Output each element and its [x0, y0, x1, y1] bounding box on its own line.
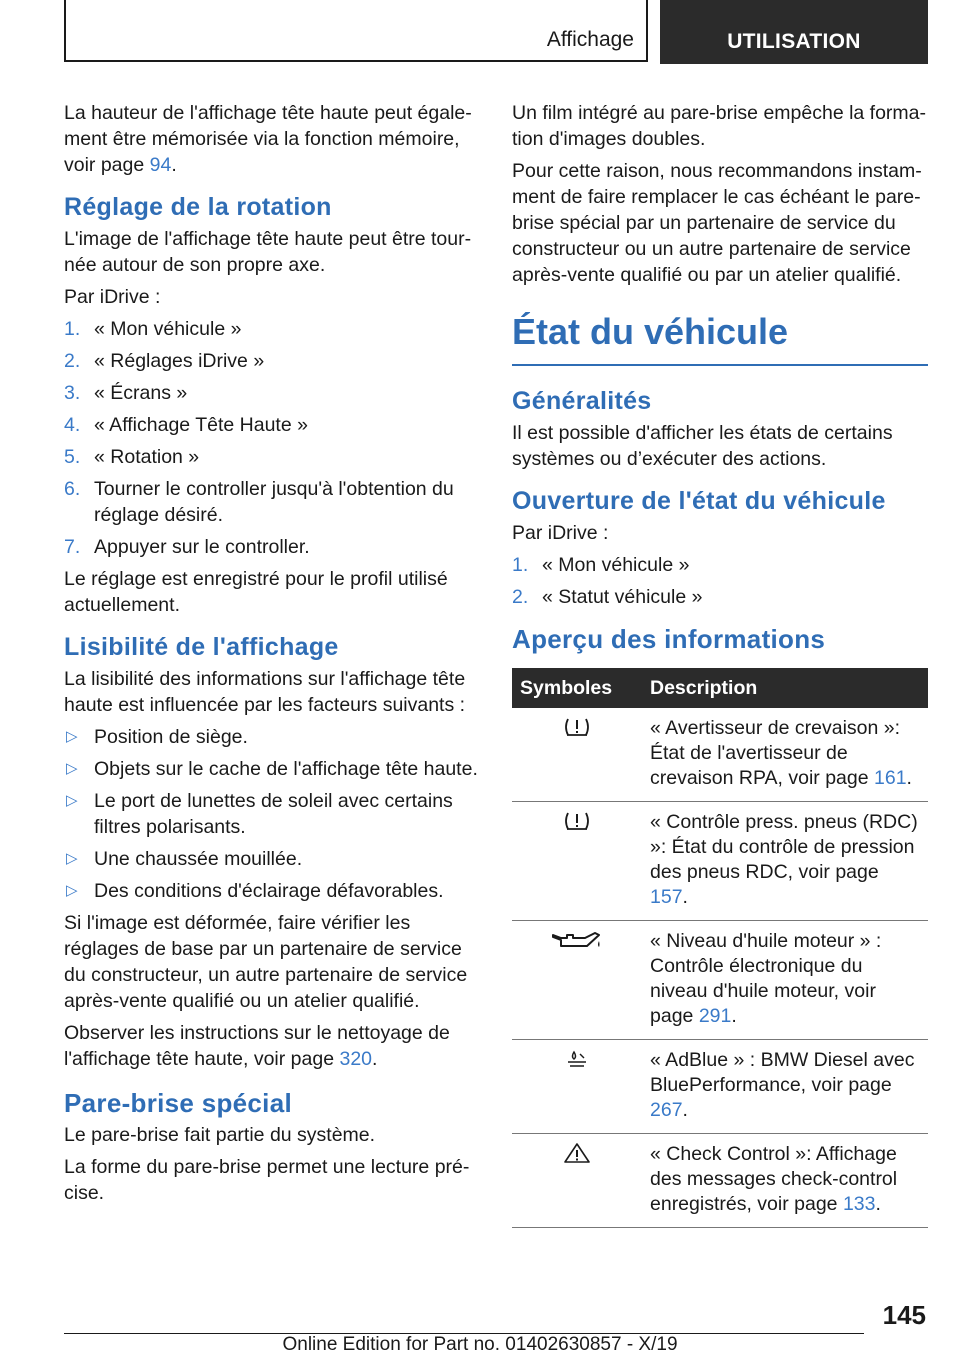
- bullet-item: [64, 788, 478, 840]
- step-text: « Mon véhicule »: [94, 318, 242, 340]
- deformed-text: Si l'image est déformée, faire vérifier les réglages de base par un partenaire de service du constructeur, un autre partenaire de service après-vente qualifié ou un atelier qualifié.: [64, 912, 468, 1012]
- page-link[interactable]: 133: [842, 1193, 876, 1215]
- page-link-94[interactable]: 94: [149, 154, 172, 176]
- replace-text: Pour cette raison, nous recommandons instamment de faire remplacer le cas échéant le pare-brise spécial par un partenaire de service du constructeur ou un autre partenaire de service après-vente qualifié ou par un atelier qualifié.: [512, 160, 922, 286]
- right-column: [512, 100, 928, 1228]
- bullet-item: [64, 878, 478, 904]
- tire-warning-icon: [562, 721, 592, 743]
- page-number: 145: [882, 1300, 926, 1330]
- description-cell: « Niveau d'huile moteur » : Contrôle électronique du niveau d'huile moteur, voir page 291.: [642, 921, 928, 1040]
- description-text: « AdBlue » : BMW Diesel avec BluePerformance, voir page: [650, 1049, 915, 1096]
- step-number: 2.: [512, 586, 529, 608]
- triangle-bullet-icon: ▷: [66, 760, 78, 777]
- rotation-steps: [64, 316, 478, 560]
- symbol-cell: [512, 921, 642, 1040]
- info-table: [512, 668, 928, 1228]
- step-number: 1.: [512, 554, 529, 576]
- table-row: [512, 921, 928, 1040]
- triangle-bullet-icon: ▷: [66, 792, 78, 809]
- generalities-heading: Généralités: [512, 387, 652, 415]
- overview-heading: Aperçu des informations: [512, 624, 826, 654]
- tire-warning-icon: [562, 815, 592, 837]
- cleaning-paragraph: Observer les instructions sur le nettoyage de l'affichage tête haute, voir page 320.: [64, 1022, 450, 1070]
- check-control-icon: [563, 1147, 591, 1169]
- page-link[interactable]: 291: [698, 1005, 732, 1027]
- header-frame: [64, 0, 648, 62]
- rotation-text: L'image de l'affichage tête haute peut être tournée autour de son propre axe.: [64, 228, 472, 276]
- saved-text: Le réglage est enregistré pour le profil utilisé actuellement.: [64, 568, 448, 616]
- step-number: 6.: [64, 478, 81, 500]
- section-title: Affichage: [546, 28, 634, 51]
- page-link[interactable]: 267: [650, 1099, 683, 1121]
- bullet-text: Le port de lunettes de soleil avec certains filtres polarisants.: [94, 790, 453, 838]
- step-number: 4.: [64, 414, 81, 436]
- bullet-item: [64, 846, 478, 872]
- step-text: « Statut véhicule »: [542, 586, 703, 608]
- symbol-cell: [512, 802, 642, 921]
- open-status-heading: Ouverture de l'état du véhicule: [512, 487, 886, 515]
- vehicle-status-heading: État du véhicule: [512, 310, 928, 366]
- step-item: [64, 316, 478, 342]
- readability-text: La lisibilité des informations sur l'affichage tête haute est influencée par les facteurs suivants :: [64, 668, 466, 716]
- col-symbols-header: Symboles: [512, 668, 642, 708]
- triangle-bullet-icon: ▷: [66, 882, 78, 899]
- step-item: [512, 584, 928, 610]
- description-text: « Avertisseur de crevaison »: État de l'avertisseur de crevaison RPA, voir page: [650, 717, 901, 789]
- bullet-text: Une chaussée mouillée.: [94, 848, 303, 870]
- table-row: [512, 1040, 928, 1134]
- description-cell: « Avertisseur de crevaison »: État de l'avertisseur de crevaison RPA, voir page 161.: [642, 708, 928, 802]
- description-text: « Check Control »: Affichage des messages check-control enregistrés, voir page: [650, 1143, 898, 1215]
- bullet-text: Des conditions d'éclairage défavorables.: [94, 880, 444, 902]
- windshield-heading: Pare-brise spécial: [64, 1088, 292, 1118]
- step-item: [64, 476, 478, 528]
- adblue-icon: [564, 1053, 590, 1075]
- step-item: [64, 380, 478, 406]
- left-column: [64, 100, 478, 1212]
- par-idrive-label-right: Par iDrive :: [512, 522, 609, 544]
- symbol-cell: [512, 1134, 642, 1228]
- description-text: « Niveau d'huile moteur » : Contrôle électronique du niveau d'huile moteur, voir page: [650, 930, 882, 1027]
- step-item: [64, 534, 478, 560]
- col-description-header: Description: [642, 668, 928, 708]
- oil-can-icon: [551, 934, 603, 956]
- generalities-text: Il est possible d'afficher les états de certains systèmes ou d’exécuter des actions.: [512, 422, 893, 470]
- symbol-cell: [512, 1040, 642, 1134]
- description-cell: « AdBlue » : BMW Diesel avec BluePerformance, voir page 267.: [642, 1040, 928, 1134]
- bullet-text: Objets sur le cache de l'affichage tête haute.: [94, 758, 478, 780]
- step-text: « Mon véhicule »: [542, 554, 690, 576]
- triangle-bullet-icon: ▷: [66, 850, 78, 867]
- triangle-bullet-icon: ▷: [66, 728, 78, 745]
- edition-note: Online Edition for Part no. 01402630857 - X/19: [282, 1334, 678, 1355]
- page-link[interactable]: 157: [650, 886, 683, 908]
- step-number: 2.: [64, 350, 81, 372]
- step-item: [64, 444, 478, 470]
- status-steps: [512, 552, 928, 610]
- step-number: 3.: [64, 382, 81, 404]
- memory-paragraph: La hauteur de l'affichage tête haute peut également être mémorisée via la fonction mémoire, voir page 94.: [64, 102, 472, 176]
- description-text: « Contrôle press. pneus (RDC) »: État du contrôle de pression des pneus RDC, voir page: [650, 811, 918, 883]
- table-row: [512, 802, 928, 921]
- step-item: [512, 552, 928, 578]
- bullet-item: [64, 724, 478, 750]
- windshield-text-1: Le pare-brise fait partie du système.: [64, 1124, 376, 1146]
- table-row: [512, 708, 928, 802]
- step-text: Appuyer sur le controller.: [94, 536, 310, 558]
- step-item: [64, 412, 478, 438]
- description-cell: « Check Control »: Affichage des messages check-control enregistrés, voir page 133.: [642, 1134, 928, 1228]
- step-text: « Affichage Tête Haute »: [94, 414, 308, 436]
- description-cell: « Contrôle press. pneus (RDC) »: État du contrôle de pression des pneus RDC, voir page 157.: [642, 802, 928, 921]
- windshield-text-2: La forme du pare-brise permet une lecture précise.: [64, 1156, 470, 1204]
- bullet-text: Position de siège.: [94, 726, 248, 748]
- memory-text: La hauteur de l'affichage tête haute peut également être mémorisée via la fonction mémoire, voir page: [64, 102, 472, 176]
- step-number: 7.: [64, 536, 81, 558]
- page-link[interactable]: 161: [874, 767, 907, 789]
- symbol-cell: [512, 708, 642, 802]
- step-text: « Rotation »: [94, 446, 200, 468]
- film-text: Un film intégré au pare-brise empêche la formation d'images doubles.: [512, 102, 927, 150]
- table-row: [512, 1134, 928, 1228]
- page-link-320[interactable]: 320: [339, 1048, 373, 1070]
- step-number: 5.: [64, 446, 81, 468]
- step-text: « Écrans »: [94, 382, 188, 404]
- par-idrive-label: Par iDrive :: [64, 286, 161, 308]
- step-number: 1.: [64, 318, 81, 340]
- cleaning-text: Observer les instructions sur le nettoyage de l'affichage tête haute, voir page: [64, 1022, 450, 1070]
- rotation-heading: Réglage de la rotation: [64, 193, 332, 221]
- readability-heading: Lisibilité de l'affichage: [64, 633, 339, 661]
- step-text: « Réglages iDrive »: [94, 350, 265, 372]
- bullet-item: [64, 756, 478, 782]
- readability-factors: [64, 724, 478, 904]
- page-header: [64, 0, 928, 64]
- chapter-tab: UTILISATION: [660, 0, 928, 64]
- step-text: Tourner le controller jusqu'à l'obtention du réglage désiré.: [94, 478, 454, 526]
- step-item: [64, 348, 478, 374]
